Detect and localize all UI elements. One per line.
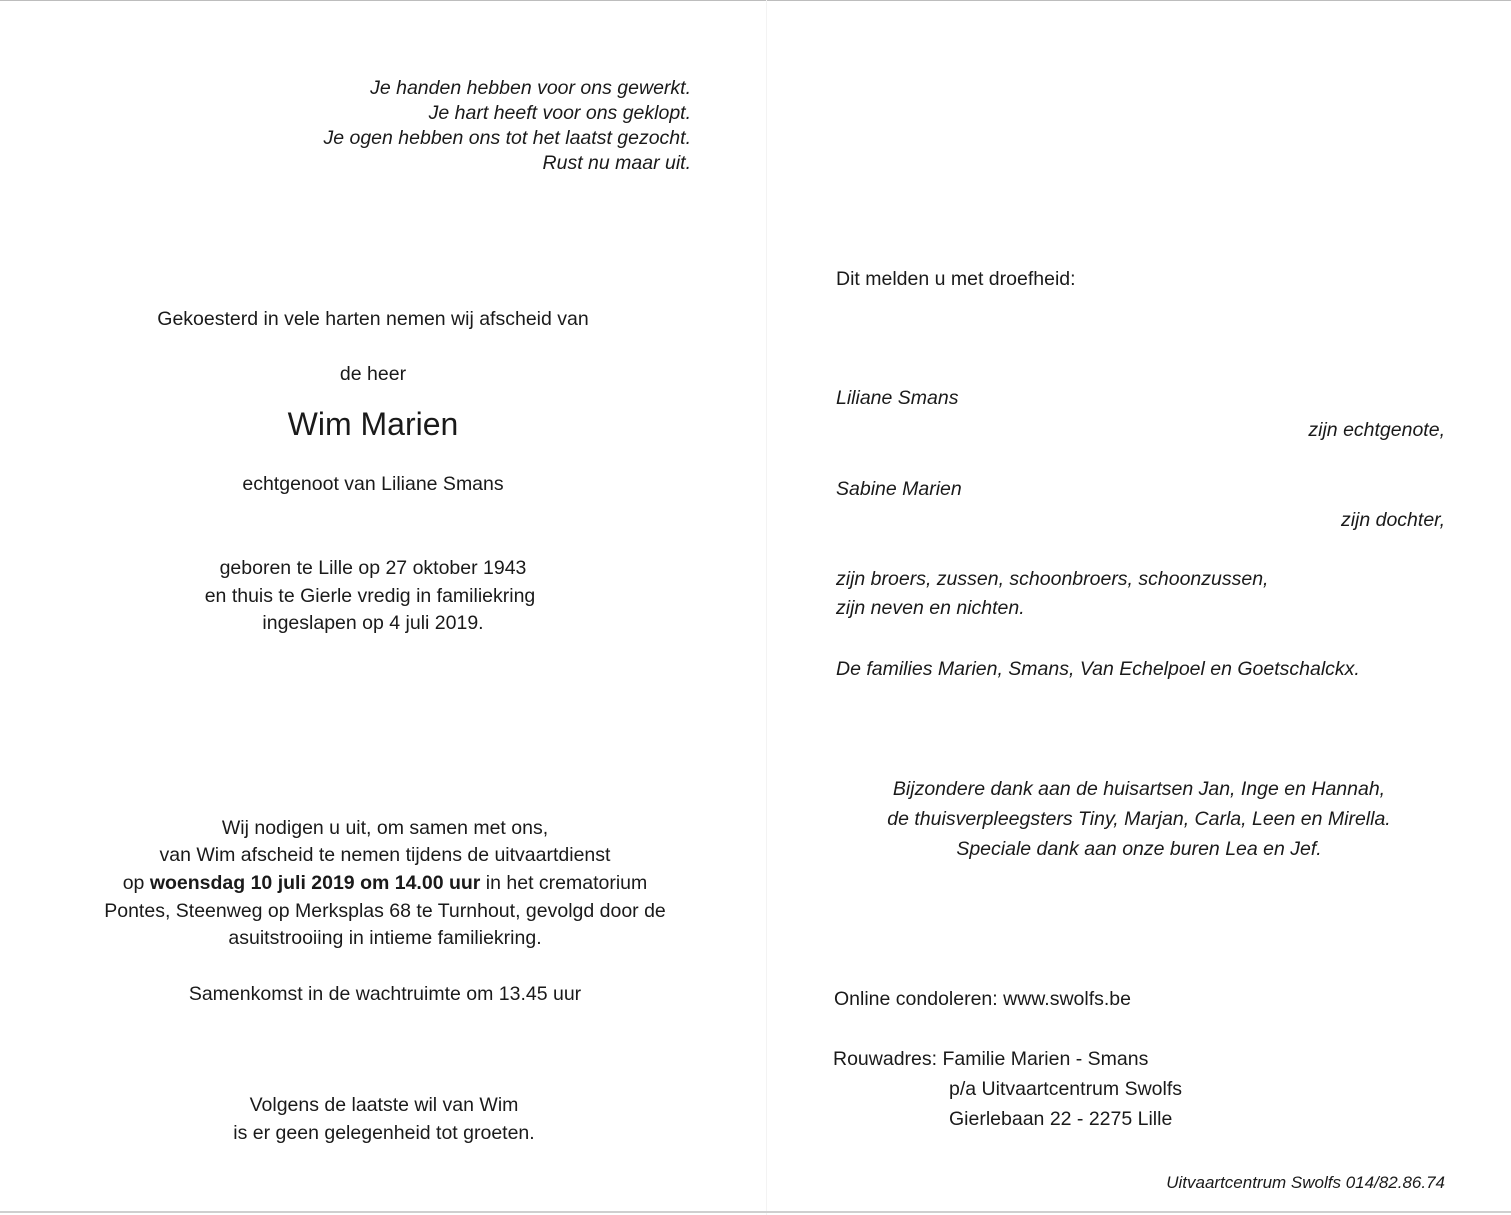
family-member-name: Sabine Marien <box>836 478 962 500</box>
poem-line: Je ogen hebben ons tot het laatst gezocht. <box>323 127 691 149</box>
family-member-name: Liliane Smans <box>836 387 959 409</box>
families-line: De families Marien, Smans, Van Echelpoel en Goetschalckx. <box>836 658 1360 680</box>
honorific: de heer <box>339 363 407 385</box>
thanks-line: Bijzondere dank aan de huisartsen Jan, Inge en Hannah, <box>892 778 1386 800</box>
funeral-home-footer: Uitvaartcentrum Swolfs 014/82.86.74 <box>1166 1173 1445 1192</box>
birth-line: geboren te Lille op 27 oktober 1943 <box>219 557 527 579</box>
deceased-name: Wim Marien <box>287 406 459 442</box>
address-line: p/a Uitvaartcentrum Swolfs <box>949 1078 1183 1100</box>
death-place-line: en thuis te Gierle vredig in familiekring <box>204 585 536 607</box>
thanks-line: Speciale dank aan onze buren Lea en Jef. <box>956 838 1322 860</box>
gathering-time: Samenkomst in de wachtruimte om 13.45 uur <box>188 983 582 1005</box>
poem-line: Rust nu maar uit. <box>542 152 691 174</box>
top-border-line <box>0 0 1511 1</box>
family-member-relation: zijn echtgenote, <box>1308 419 1445 441</box>
death-date-line: ingeslapen op 4 juli 2019. <box>262 612 484 634</box>
thanks-line: de thuisverpleegsters Tiny, Marjan, Carla, Leen en Mirella. <box>887 808 1391 830</box>
family-member-relation: zijn dochter, <box>1340 509 1445 531</box>
invitation-line: asuitstrooiing in intieme familiekring. <box>228 927 542 949</box>
poem-line: Je handen hebben voor ons gewerkt. <box>370 77 691 99</box>
spouse-line: echtgenoot van Liliane Smans <box>242 473 504 495</box>
invitation-line: van Wim afscheid te nemen tijdens de uitvaartdienst <box>159 844 611 866</box>
last-wish-line: is er geen gelegenheid tot groeten. <box>233 1122 535 1144</box>
bottom-border-line <box>0 1211 1511 1213</box>
relatives-line: zijn neven en nichten. <box>836 597 1025 619</box>
invitation-date-line <box>123 871 648 896</box>
last-wish-line: Volgens de laatste wil van Wim <box>249 1094 519 1116</box>
announcement: Dit melden u met droefheid: <box>836 268 1076 290</box>
invitation-text: op <box>122 872 150 894</box>
invitation-line: Wij nodigen u uit, om samen met ons, <box>221 817 549 839</box>
online-condolence: Online condoleren: www.swolfs.be <box>834 988 1131 1010</box>
address-label: Rouwadres: Familie Marien - Smans <box>833 1048 1149 1070</box>
address-line: Gierlebaan 22 - 2275 Lille <box>949 1108 1173 1130</box>
center-fold-line <box>766 0 767 1215</box>
invitation-line: Pontes, Steenweg op Merksplas 68 te Turnhout, gevolgd door de <box>104 900 666 922</box>
invitation-text: in het crematorium <box>480 872 648 894</box>
poem-line: Je hart heeft voor ons geklopt. <box>428 102 691 124</box>
intro-text: Gekoesterd in vele harten nemen wij afscheid van <box>157 308 589 330</box>
relatives-line: zijn broers, zussen, schoonbroers, schoonzussen, <box>836 568 1269 590</box>
service-datetime: woensdag 10 juli 2019 om 14.00 uur <box>149 872 481 894</box>
